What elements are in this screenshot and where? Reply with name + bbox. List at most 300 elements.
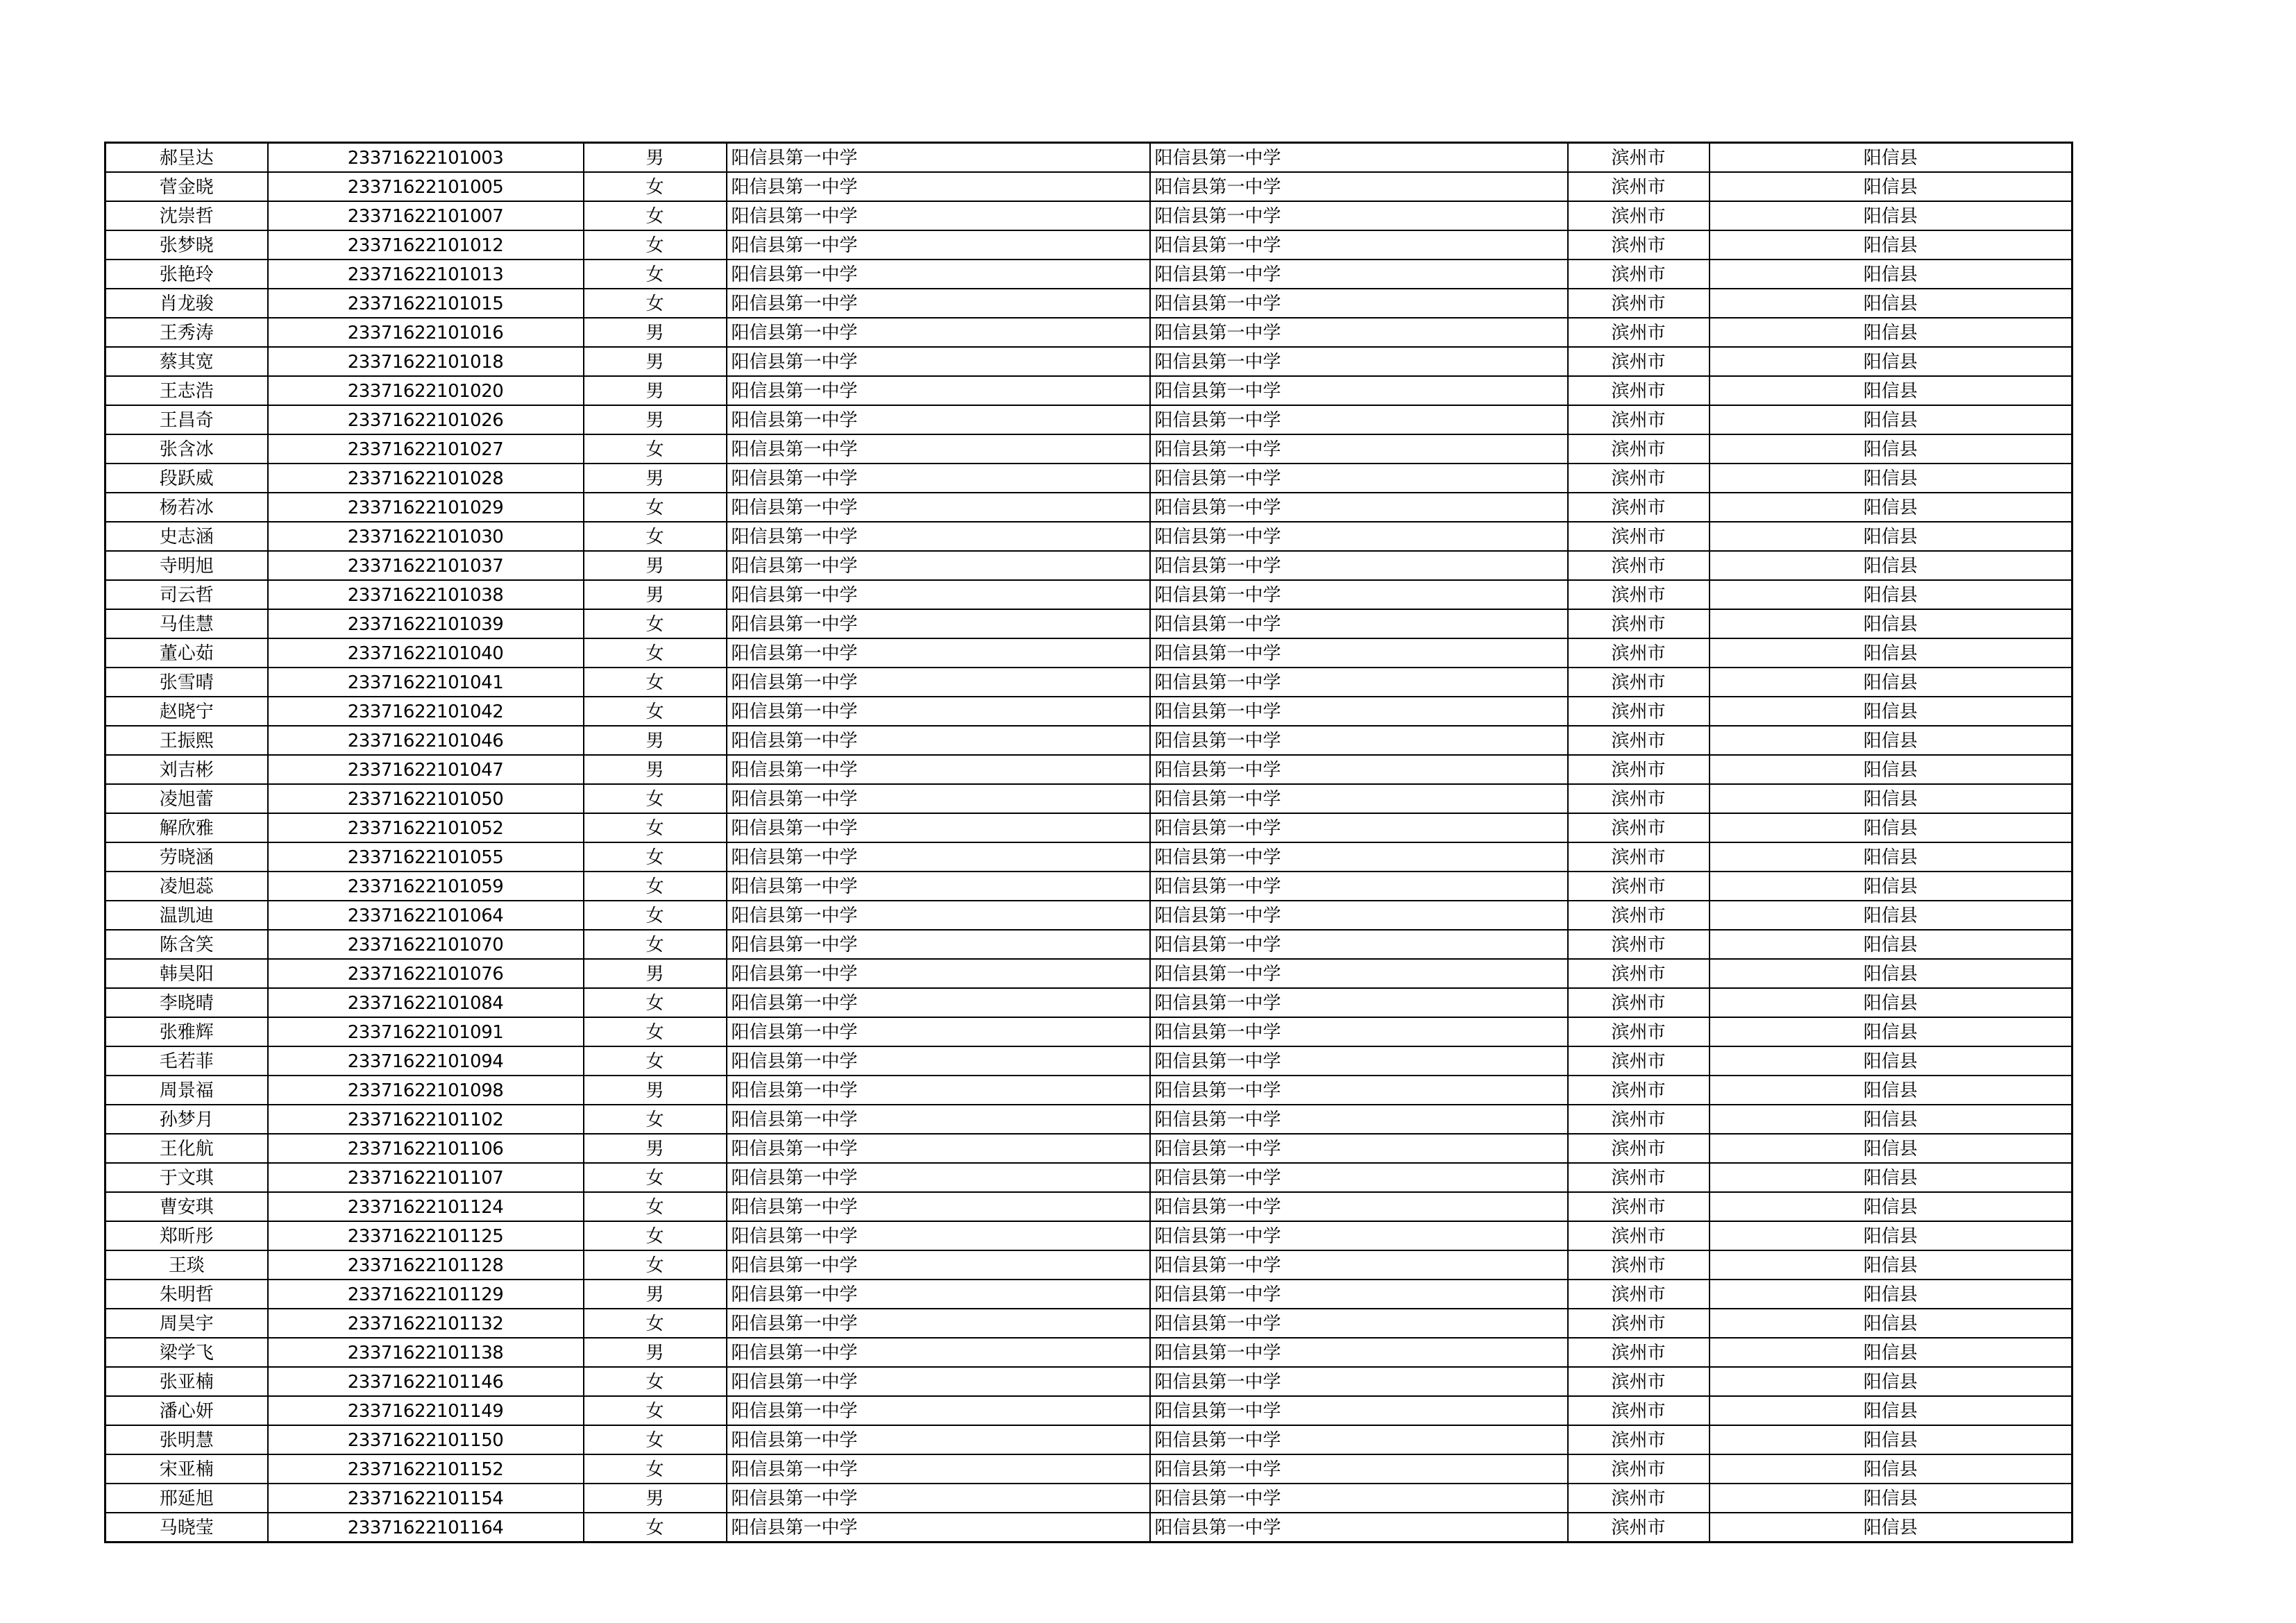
cell-graduating-school: 阳信县第一中学: [1150, 1309, 1568, 1338]
cell-gender: 女: [584, 668, 727, 697]
cell-gender: 女: [584, 201, 727, 230]
cell-school: 阳信县第一中学: [727, 1280, 1150, 1309]
cell-school: 阳信县第一中学: [727, 1076, 1150, 1105]
cell-gender: 男: [584, 1076, 727, 1105]
cell-county: 阳信县: [1710, 1017, 2073, 1046]
cell-gender: 女: [584, 1017, 727, 1046]
cell-city: 滨州市: [1568, 580, 1710, 609]
cell-county: 阳信县: [1710, 1454, 2073, 1484]
cell-school: 阳信县第一中学: [727, 172, 1150, 201]
cell-county: 阳信县: [1710, 638, 2073, 668]
cell-county: 阳信县: [1710, 609, 2073, 638]
cell-county: 阳信县: [1710, 289, 2073, 318]
cell-exam-id: 23371622101129: [268, 1280, 584, 1309]
cell-graduating-school: 阳信县第一中学: [1150, 1338, 1568, 1367]
cell-graduating-school: 阳信县第一中学: [1150, 1250, 1568, 1280]
cell-city: 滨州市: [1568, 201, 1710, 230]
cell-gender: 女: [584, 1105, 727, 1134]
table-row: [105, 1280, 2073, 1309]
cell-city: 滨州市: [1568, 1280, 1710, 1309]
cell-name: 于文琪: [105, 1163, 268, 1192]
cell-county: 阳信县: [1710, 493, 2073, 522]
table-row: [105, 464, 2073, 493]
cell-graduating-school: 阳信县第一中学: [1150, 1280, 1568, 1309]
cell-graduating-school: 阳信县第一中学: [1150, 1017, 1568, 1046]
cell-school: 阳信县第一中学: [727, 901, 1150, 930]
cell-exam-id: 23371622101107: [268, 1163, 584, 1192]
table-row: [105, 1367, 2073, 1396]
cell-exam-id: 23371622101125: [268, 1221, 584, 1250]
cell-gender: 女: [584, 172, 727, 201]
cell-name: 郑昕彤: [105, 1221, 268, 1250]
cell-county: 阳信县: [1710, 1513, 2073, 1543]
cell-school: 阳信县第一中学: [727, 930, 1150, 959]
table-row: [105, 522, 2073, 551]
cell-name: 张含冰: [105, 434, 268, 464]
cell-gender: 女: [584, 434, 727, 464]
cell-exam-id: 23371622101029: [268, 493, 584, 522]
table-row: [105, 842, 2073, 872]
cell-graduating-school: 阳信县第一中学: [1150, 1163, 1568, 1192]
cell-exam-id: 23371622101150: [268, 1425, 584, 1454]
cell-exam-id: 23371622101041: [268, 668, 584, 697]
cell-name: 董心茹: [105, 638, 268, 668]
cell-gender: 女: [584, 813, 727, 842]
cell-exam-id: 23371622101076: [268, 959, 584, 988]
cell-exam-id: 23371622101164: [268, 1513, 584, 1543]
cell-graduating-school: 阳信县第一中学: [1150, 726, 1568, 755]
cell-city: 滨州市: [1568, 464, 1710, 493]
cell-gender: 女: [584, 872, 727, 901]
table-row: [105, 755, 2073, 784]
cell-school: 阳信县第一中学: [727, 1309, 1150, 1338]
cell-name: 王秀涛: [105, 318, 268, 347]
cell-name: 郝呈达: [105, 143, 268, 173]
table-row: [105, 1425, 2073, 1454]
cell-exam-id: 23371622101149: [268, 1396, 584, 1425]
table-row: [105, 697, 2073, 726]
cell-graduating-school: 阳信县第一中学: [1150, 609, 1568, 638]
cell-city: 滨州市: [1568, 1134, 1710, 1163]
cell-county: 阳信县: [1710, 1250, 2073, 1280]
cell-gender: 女: [584, 1513, 727, 1543]
table-row: [105, 1250, 2073, 1280]
cell-exam-id: 23371622101094: [268, 1046, 584, 1076]
table-row: [105, 668, 2073, 697]
table-row: [105, 260, 2073, 289]
cell-gender: 男: [584, 959, 727, 988]
table-row: [105, 959, 2073, 988]
table-row: [105, 930, 2073, 959]
cell-exam-id: 23371622101016: [268, 318, 584, 347]
cell-city: 滨州市: [1568, 726, 1710, 755]
cell-graduating-school: 阳信县第一中学: [1150, 638, 1568, 668]
cell-name: 韩昊阳: [105, 959, 268, 988]
cell-graduating-school: 阳信县第一中学: [1150, 434, 1568, 464]
table-row: [105, 813, 2073, 842]
cell-exam-id: 23371622101013: [268, 260, 584, 289]
cell-school: 阳信县第一中学: [727, 1221, 1150, 1250]
table-row: [105, 1046, 2073, 1076]
cell-graduating-school: 阳信县第一中学: [1150, 522, 1568, 551]
cell-name: 潘心妍: [105, 1396, 268, 1425]
cell-county: 阳信县: [1710, 842, 2073, 872]
cell-school: 阳信县第一中学: [727, 726, 1150, 755]
cell-school: 阳信县第一中学: [727, 1338, 1150, 1367]
cell-exam-id: 23371622101015: [268, 289, 584, 318]
cell-graduating-school: 阳信县第一中学: [1150, 1221, 1568, 1250]
cell-county: 阳信县: [1710, 668, 2073, 697]
cell-exam-id: 23371622101012: [268, 230, 584, 260]
cell-gender: 男: [584, 580, 727, 609]
cell-city: 滨州市: [1568, 930, 1710, 959]
cell-name: 凌旭蕾: [105, 784, 268, 813]
cell-graduating-school: 阳信县第一中学: [1150, 901, 1568, 930]
cell-exam-id: 23371622101059: [268, 872, 584, 901]
cell-exam-id: 23371622101152: [268, 1454, 584, 1484]
cell-gender: 女: [584, 697, 727, 726]
cell-gender: 男: [584, 1484, 727, 1513]
cell-graduating-school: 阳信县第一中学: [1150, 988, 1568, 1017]
cell-gender: 男: [584, 376, 727, 405]
cell-gender: 女: [584, 260, 727, 289]
cell-county: 阳信县: [1710, 1396, 2073, 1425]
cell-exam-id: 23371622101050: [268, 784, 584, 813]
cell-name: 赵晓宁: [105, 697, 268, 726]
cell-name: 孙梦月: [105, 1105, 268, 1134]
cell-name: 王振熙: [105, 726, 268, 755]
cell-name: 张梦晓: [105, 230, 268, 260]
cell-name: 解欣雅: [105, 813, 268, 842]
cell-exam-id: 23371622101154: [268, 1484, 584, 1513]
cell-school: 阳信县第一中学: [727, 813, 1150, 842]
cell-school: 阳信县第一中学: [727, 1163, 1150, 1192]
cell-name: 史志涵: [105, 522, 268, 551]
cell-school: 阳信县第一中学: [727, 609, 1150, 638]
cell-school: 阳信县第一中学: [727, 784, 1150, 813]
cell-graduating-school: 阳信县第一中学: [1150, 260, 1568, 289]
cell-city: 滨州市: [1568, 434, 1710, 464]
cell-school: 阳信县第一中学: [727, 872, 1150, 901]
cell-graduating-school: 阳信县第一中学: [1150, 580, 1568, 609]
table-row: [105, 172, 2073, 201]
cell-county: 阳信县: [1710, 1425, 2073, 1454]
cell-name: 陈含笑: [105, 930, 268, 959]
cell-city: 滨州市: [1568, 609, 1710, 638]
cell-gender: 女: [584, 289, 727, 318]
cell-name: 张亚楠: [105, 1367, 268, 1396]
table-row: [105, 1221, 2073, 1250]
table-row: [105, 784, 2073, 813]
cell-county: 阳信县: [1710, 405, 2073, 434]
cell-name: 温凯迪: [105, 901, 268, 930]
cell-school: 阳信县第一中学: [727, 260, 1150, 289]
cell-school: 阳信县第一中学: [727, 1425, 1150, 1454]
cell-city: 滨州市: [1568, 260, 1710, 289]
cell-gender: 女: [584, 1046, 727, 1076]
cell-county: 阳信县: [1710, 201, 2073, 230]
cell-county: 阳信县: [1710, 434, 2073, 464]
cell-county: 阳信县: [1710, 1134, 2073, 1163]
cell-exam-id: 23371622101084: [268, 988, 584, 1017]
cell-school: 阳信县第一中学: [727, 1454, 1150, 1484]
cell-name: 寺明旭: [105, 551, 268, 580]
cell-county: 阳信县: [1710, 376, 2073, 405]
table-row: [105, 1192, 2073, 1221]
student-roster-table: [104, 142, 2073, 1543]
cell-city: 滨州市: [1568, 813, 1710, 842]
cell-gender: 男: [584, 143, 727, 173]
cell-graduating-school: 阳信县第一中学: [1150, 1367, 1568, 1396]
cell-city: 滨州市: [1568, 318, 1710, 347]
cell-graduating-school: 阳信县第一中学: [1150, 959, 1568, 988]
cell-county: 阳信县: [1710, 551, 2073, 580]
cell-county: 阳信县: [1710, 755, 2073, 784]
cell-graduating-school: 阳信县第一中学: [1150, 201, 1568, 230]
cell-city: 滨州市: [1568, 1046, 1710, 1076]
cell-county: 阳信县: [1710, 1163, 2073, 1192]
cell-graduating-school: 阳信县第一中学: [1150, 1134, 1568, 1163]
cell-gender: 男: [584, 464, 727, 493]
cell-name: 邢延旭: [105, 1484, 268, 1513]
cell-graduating-school: 阳信县第一中学: [1150, 784, 1568, 813]
cell-school: 阳信县第一中学: [727, 434, 1150, 464]
cell-name: 张雅辉: [105, 1017, 268, 1046]
table-row: [105, 143, 2073, 173]
cell-school: 阳信县第一中学: [727, 493, 1150, 522]
cell-county: 阳信县: [1710, 1105, 2073, 1134]
cell-gender: 男: [584, 551, 727, 580]
cell-exam-id: 23371622101042: [268, 697, 584, 726]
cell-exam-id: 23371622101128: [268, 1250, 584, 1280]
cell-school: 阳信县第一中学: [727, 1513, 1150, 1543]
cell-city: 滨州市: [1568, 1309, 1710, 1338]
cell-gender: 男: [584, 1338, 727, 1367]
table-row: [105, 638, 2073, 668]
cell-graduating-school: 阳信县第一中学: [1150, 347, 1568, 376]
cell-graduating-school: 阳信县第一中学: [1150, 1046, 1568, 1076]
cell-school: 阳信县第一中学: [727, 464, 1150, 493]
cell-city: 滨州市: [1568, 784, 1710, 813]
cell-name: 李晓晴: [105, 988, 268, 1017]
cell-city: 滨州市: [1568, 959, 1710, 988]
cell-school: 阳信县第一中学: [727, 1017, 1150, 1046]
cell-city: 滨州市: [1568, 1338, 1710, 1367]
cell-name: 朱明哲: [105, 1280, 268, 1309]
cell-county: 阳信县: [1710, 230, 2073, 260]
cell-name: 王昌奇: [105, 405, 268, 434]
cell-city: 滨州市: [1568, 1076, 1710, 1105]
table-row: [105, 493, 2073, 522]
table-row: [105, 1309, 2073, 1338]
cell-name: 张明慧: [105, 1425, 268, 1454]
cell-name: 毛若菲: [105, 1046, 268, 1076]
cell-city: 滨州市: [1568, 405, 1710, 434]
cell-gender: 男: [584, 405, 727, 434]
cell-county: 阳信县: [1710, 813, 2073, 842]
cell-graduating-school: 阳信县第一中学: [1150, 872, 1568, 901]
cell-graduating-school: 阳信县第一中学: [1150, 813, 1568, 842]
table-row: [105, 609, 2073, 638]
cell-graduating-school: 阳信县第一中学: [1150, 405, 1568, 434]
cell-school: 阳信县第一中学: [727, 988, 1150, 1017]
cell-graduating-school: 阳信县第一中学: [1150, 551, 1568, 580]
cell-school: 阳信县第一中学: [727, 697, 1150, 726]
cell-exam-id: 23371622101132: [268, 1309, 584, 1338]
table-row: [105, 1454, 2073, 1484]
table-row: [105, 1484, 2073, 1513]
table-row: [105, 1163, 2073, 1192]
cell-city: 滨州市: [1568, 1017, 1710, 1046]
cell-exam-id: 23371622101003: [268, 143, 584, 173]
cell-school: 阳信县第一中学: [727, 551, 1150, 580]
cell-graduating-school: 阳信县第一中学: [1150, 1454, 1568, 1484]
cell-graduating-school: 阳信县第一中学: [1150, 930, 1568, 959]
table-row: [105, 318, 2073, 347]
table-row: [105, 901, 2073, 930]
cell-graduating-school: 阳信县第一中学: [1150, 230, 1568, 260]
cell-graduating-school: 阳信县第一中学: [1150, 376, 1568, 405]
cell-city: 滨州市: [1568, 1425, 1710, 1454]
cell-school: 阳信县第一中学: [727, 959, 1150, 988]
cell-exam-id: 23371622101052: [268, 813, 584, 842]
cell-city: 滨州市: [1568, 1163, 1710, 1192]
cell-city: 滨州市: [1568, 522, 1710, 551]
cell-city: 滨州市: [1568, 988, 1710, 1017]
cell-exam-id: 23371622101007: [268, 201, 584, 230]
cell-school: 阳信县第一中学: [727, 1192, 1150, 1221]
cell-graduating-school: 阳信县第一中学: [1150, 1484, 1568, 1513]
cell-county: 阳信县: [1710, 988, 2073, 1017]
cell-gender: 男: [584, 1134, 727, 1163]
table-row: [105, 289, 2073, 318]
cell-city: 滨州市: [1568, 1513, 1710, 1543]
cell-school: 阳信县第一中学: [727, 1250, 1150, 1280]
cell-county: 阳信县: [1710, 464, 2073, 493]
cell-city: 滨州市: [1568, 143, 1710, 173]
cell-exam-id: 23371622101106: [268, 1134, 584, 1163]
cell-school: 阳信县第一中学: [727, 842, 1150, 872]
cell-city: 滨州市: [1568, 551, 1710, 580]
cell-exam-id: 23371622101047: [268, 755, 584, 784]
cell-exam-id: 23371622101037: [268, 551, 584, 580]
cell-name: 张艳玲: [105, 260, 268, 289]
table-row: [105, 230, 2073, 260]
cell-county: 阳信县: [1710, 1221, 2073, 1250]
cell-school: 阳信县第一中学: [727, 347, 1150, 376]
cell-name: 王琰: [105, 1250, 268, 1280]
cell-graduating-school: 阳信县第一中学: [1150, 697, 1568, 726]
table-row: [105, 1076, 2073, 1105]
cell-city: 滨州市: [1568, 1250, 1710, 1280]
cell-city: 滨州市: [1568, 1484, 1710, 1513]
cell-exam-id: 23371622101028: [268, 464, 584, 493]
cell-school: 阳信县第一中学: [727, 143, 1150, 173]
cell-graduating-school: 阳信县第一中学: [1150, 289, 1568, 318]
cell-name: 沈崇哲: [105, 201, 268, 230]
cell-graduating-school: 阳信县第一中学: [1150, 172, 1568, 201]
cell-school: 阳信县第一中学: [727, 230, 1150, 260]
cell-city: 滨州市: [1568, 697, 1710, 726]
cell-exam-id: 23371622101124: [268, 1192, 584, 1221]
cell-city: 滨州市: [1568, 638, 1710, 668]
cell-gender: 女: [584, 1250, 727, 1280]
cell-county: 阳信县: [1710, 1367, 2073, 1396]
cell-city: 滨州市: [1568, 668, 1710, 697]
cell-exam-id: 23371622101055: [268, 842, 584, 872]
cell-name: 梁学飞: [105, 1338, 268, 1367]
cell-school: 阳信县第一中学: [727, 376, 1150, 405]
cell-school: 阳信县第一中学: [727, 755, 1150, 784]
table-body: [105, 143, 2073, 1543]
cell-graduating-school: 阳信县第一中学: [1150, 143, 1568, 173]
cell-gender: 女: [584, 930, 727, 959]
cell-county: 阳信县: [1710, 1309, 2073, 1338]
cell-county: 阳信县: [1710, 522, 2073, 551]
cell-county: 阳信县: [1710, 347, 2073, 376]
cell-gender: 女: [584, 1163, 727, 1192]
cell-county: 阳信县: [1710, 143, 2073, 173]
cell-exam-id: 23371622101098: [268, 1076, 584, 1105]
cell-city: 滨州市: [1568, 1454, 1710, 1484]
cell-exam-id: 23371622101018: [268, 347, 584, 376]
cell-graduating-school: 阳信县第一中学: [1150, 1425, 1568, 1454]
cell-gender: 女: [584, 988, 727, 1017]
cell-gender: 女: [584, 1396, 727, 1425]
table-row: [105, 1338, 2073, 1367]
cell-name: 张雪晴: [105, 668, 268, 697]
cell-gender: 女: [584, 230, 727, 260]
cell-name: 周景福: [105, 1076, 268, 1105]
cell-city: 滨州市: [1568, 230, 1710, 260]
cell-name: 蔡其宽: [105, 347, 268, 376]
cell-exam-id: 23371622101146: [268, 1367, 584, 1396]
table-row: [105, 872, 2073, 901]
cell-school: 阳信县第一中学: [727, 1105, 1150, 1134]
cell-county: 阳信县: [1710, 726, 2073, 755]
cell-city: 滨州市: [1568, 872, 1710, 901]
cell-city: 滨州市: [1568, 347, 1710, 376]
cell-school: 阳信县第一中学: [727, 638, 1150, 668]
cell-gender: 男: [584, 347, 727, 376]
cell-graduating-school: 阳信县第一中学: [1150, 1076, 1568, 1105]
cell-school: 阳信县第一中学: [727, 201, 1150, 230]
table-row: [105, 405, 2073, 434]
cell-exam-id: 23371622101038: [268, 580, 584, 609]
cell-county: 阳信县: [1710, 1192, 2073, 1221]
cell-graduating-school: 阳信县第一中学: [1150, 1105, 1568, 1134]
cell-name: 马佳慧: [105, 609, 268, 638]
cell-name: 王化航: [105, 1134, 268, 1163]
table-row: [105, 376, 2073, 405]
cell-county: 阳信县: [1710, 930, 2073, 959]
cell-name: 曹安琪: [105, 1192, 268, 1221]
cell-city: 滨州市: [1568, 755, 1710, 784]
cell-school: 阳信县第一中学: [727, 1396, 1150, 1425]
cell-exam-id: 23371622101027: [268, 434, 584, 464]
cell-exam-id: 23371622101039: [268, 609, 584, 638]
cell-county: 阳信县: [1710, 1076, 2073, 1105]
cell-city: 滨州市: [1568, 376, 1710, 405]
cell-school: 阳信县第一中学: [727, 405, 1150, 434]
table-row: [105, 1134, 2073, 1163]
cell-name: 马晓莹: [105, 1513, 268, 1543]
cell-gender: 女: [584, 1425, 727, 1454]
cell-graduating-school: 阳信县第一中学: [1150, 1396, 1568, 1425]
cell-graduating-school: 阳信县第一中学: [1150, 493, 1568, 522]
cell-gender: 女: [584, 609, 727, 638]
cell-graduating-school: 阳信县第一中学: [1150, 668, 1568, 697]
